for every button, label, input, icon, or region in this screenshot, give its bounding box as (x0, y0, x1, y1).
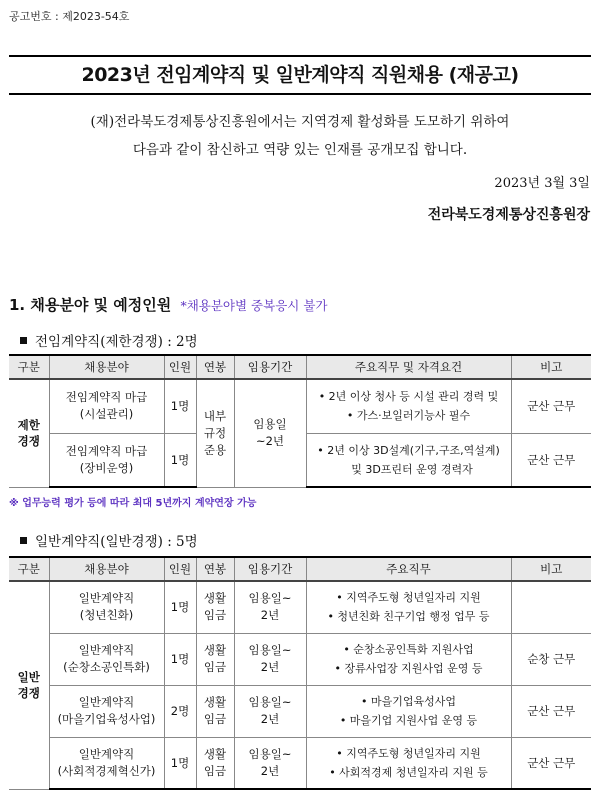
duty-item: 및 3D프린터 운영 경력자 (344, 462, 473, 476)
table-row (9, 685, 591, 737)
col-header: 인원 (164, 355, 196, 379)
period-cell: 임용일~ 2년 (234, 685, 306, 737)
duties-cell (306, 685, 511, 737)
duties-cell (306, 581, 511, 633)
field-title: 일반계약직 (78, 746, 135, 761)
period-cell: 임용일~ 2년 (234, 737, 306, 789)
intro-text (20, 108, 580, 164)
field-title: 일반계약직 (78, 591, 135, 606)
duty-item: • 사회적경제 청년일자리 지원 등 (329, 765, 488, 779)
salary-cell: 생활 임금 (196, 581, 234, 633)
col-header: 구분 (9, 557, 49, 581)
field-subtitle: (마을기업육성사업) (57, 712, 156, 726)
col-header: 주요직무 (306, 557, 511, 581)
period-cell: 임용일~ 2년 (234, 633, 306, 685)
field-subtitle: (순창소공인특화) (63, 660, 150, 674)
page-title: 2023년 전임계약직 및 일반계약직 직원채용 (재공고) (9, 55, 591, 95)
field-title: 전임계약직 마급 (65, 390, 148, 405)
col-header: 연봉 (196, 557, 234, 581)
field-title: 일반계약직 (78, 643, 135, 657)
period-cell: 임용일~ 2년 (234, 581, 306, 633)
section-note: *채용분야별 중복응시 불가 (180, 298, 328, 313)
field-subtitle: (청년친화) (79, 608, 134, 623)
section-heading (9, 294, 327, 315)
count-cell: 2명 (164, 685, 196, 737)
table-row (9, 379, 591, 433)
remark-cell: 군산 근무 (511, 685, 591, 737)
field-subtitle: (장비운영) (79, 460, 134, 475)
duty-item: • 가스·보일러기능사 필수 (346, 409, 471, 423)
remark-cell: 군산 근무 (511, 379, 591, 433)
notice-date: 2023년 3월 3일 (494, 176, 590, 191)
count-cell: 1명 (164, 433, 196, 487)
field-cell (49, 633, 164, 685)
col-header: 비고 (511, 355, 591, 379)
salary-cell: 생활 임금 (196, 737, 234, 789)
table-general-contract (9, 556, 591, 790)
duty-item: • 2년 이상 청사 등 시설 관리 경력 및 (318, 390, 499, 404)
square-bullet-icon (20, 337, 27, 344)
field-subtitle: (사회적경제혁신가) (57, 763, 156, 778)
salary-cell: 생활 임금 (196, 685, 234, 737)
field-cell (49, 737, 164, 789)
col-header: 채용분야 (49, 355, 164, 379)
remark-cell (511, 581, 591, 633)
field-title: 일반계약직 (78, 695, 135, 709)
remark-cell: 군산 근무 (511, 433, 591, 487)
duty-item: • 마을기업육성사업 (361, 695, 456, 708)
period-cell: 임용일 ~2년 (234, 379, 306, 487)
count-cell: 1명 (164, 737, 196, 789)
duty-item: • 지역주도형 청년일자리 지원 (336, 746, 481, 760)
field-cell (49, 433, 164, 487)
section-title: 1. 채용분야 및 예정인원 (9, 296, 172, 314)
col-header: 연봉 (196, 355, 234, 379)
table-header-row (9, 557, 591, 581)
footnote: ※ 업무능력 평가 등에 따라 최대 5년까지 계약연장 가능 (9, 498, 257, 509)
signer: 전라북도경제통상진흥원장 (427, 207, 590, 223)
field-cell (49, 581, 164, 633)
intro-line: 다음과 같이 참신하고 역량 있는 인재를 공개모집 합니다. (132, 142, 468, 158)
duties-cell (306, 433, 511, 487)
field-title: 전임계약직 마급 (65, 443, 148, 458)
table2-subtitle (20, 530, 198, 550)
duty-item: • 지역주도형 청년일자리 지원 (336, 591, 481, 605)
col-header: 임용기간 (234, 355, 306, 379)
table-row (9, 581, 591, 633)
table-fixed-term (9, 354, 591, 488)
duty-item: • 마을기업 지원사업 운영 등 (339, 714, 478, 727)
salary-cell: 생활 임금 (196, 633, 234, 685)
col-header: 인원 (164, 557, 196, 581)
remark-cell: 순창 근무 (511, 633, 591, 685)
duty-item: • 2년 이상 3D설계(기구,구조,역설계) (317, 443, 500, 457)
table1-subtitle (20, 330, 198, 350)
duties-cell (306, 633, 511, 685)
col-header: 주요직무 및 자격요건 (306, 355, 511, 379)
intro-line: (재)전라북도경제통상진흥원에서는 지역경제 활성화를 도모하기 위하여 (90, 114, 510, 130)
duties-cell (306, 379, 511, 433)
col-header: 임용기간 (234, 557, 306, 581)
col-header: 채용분야 (49, 557, 164, 581)
duty-item: • 순창소공인특화 지원사업 (343, 643, 474, 656)
table-row (9, 737, 591, 789)
field-cell (49, 685, 164, 737)
table1-subtitle-text: 전임계약직(제한경쟁) : 2명 (35, 334, 198, 350)
duty-item: • 장류사업장 지원사업 운영 등 (334, 662, 483, 675)
count-cell: 1명 (164, 379, 196, 433)
salary-cell: 내부 규정 준용 (196, 379, 234, 487)
count-cell: 1명 (164, 581, 196, 633)
duty-item: • 청년친화 친구기업 행정 업무 등 (327, 610, 490, 624)
col-header: 구분 (9, 355, 49, 379)
remark-cell: 군산 근무 (511, 737, 591, 789)
table-row (9, 633, 591, 685)
field-subtitle: (시설관리) (79, 407, 134, 422)
group-cell: 제한 경쟁 (9, 379, 49, 487)
notice-number: 공고번호 : 제2023-54호 (9, 10, 130, 23)
field-cell (49, 379, 164, 433)
count-cell: 1명 (164, 633, 196, 685)
col-header: 비고 (511, 557, 591, 581)
square-bullet-icon (20, 537, 27, 544)
table-header-row (9, 355, 591, 379)
duties-cell (306, 737, 511, 789)
group-cell: 일반 경쟁 (9, 581, 49, 789)
table2-subtitle-text: 일반계약직(일반경쟁) : 5명 (35, 534, 198, 550)
